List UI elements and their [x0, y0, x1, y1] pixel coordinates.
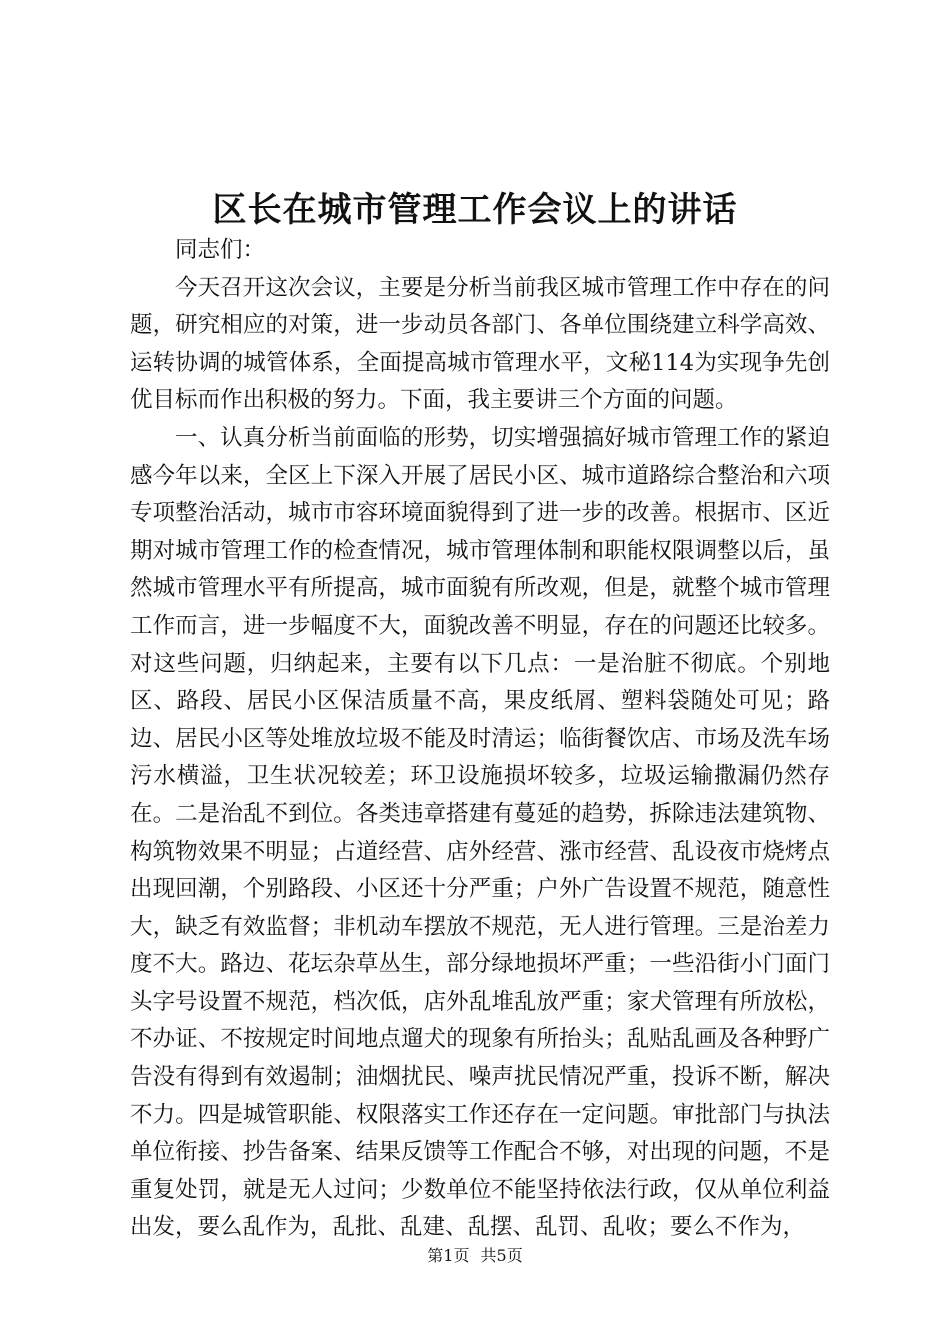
- page-title: 区长在城市管理工作会议上的讲话: [212, 190, 738, 230]
- page-total: 共5页: [480, 1246, 523, 1265]
- salutation-paragraph: 同志们：: [175, 237, 266, 263]
- intro-paragraph: 今天召开这次会议，主要是分析当前我区城市管理工作中存在的问题，研究相应的对策，进一步动员各部门、各单位围绕建立科学高效、运转协调的城管体系，全面提高城市管理水平，文秘114为实现争先创优目标而作出积极的努力。下面，我主要讲三个方面的问题。: [130, 274, 830, 414]
- document-body: [130, 232, 830, 1247]
- section-one-paragraph: 一、认真分析当前面临的形势，切实增强搞好城市管理工作的紧迫感今年以来，全区上下深入开展了居民小区、城市道路综合整治和六项专项整治活动，城市市容环境面貌得到了进一步的改善。根据市、区近期对城市管理工作的检查情况，城市管理体制和职能权限调整以后，虽然城市管理水平有所提高，城市面貌有所改观，但是，就整个城市管理工作而言，进一步幅度不大，面貌改善不明显，存在的问题还比较多。对这些问题，归纳起来，主要有以下几点：一是治脏不彻底。个别地区、路段、居民小区保洁质量不高，果皮纸屑、塑料袋随处可见；路边、居民小区等处堆放垃圾不能及时清运；临街餐饮店、市场及洗车场污水横溢，卫生状况较差；环卫设施损坏较多，垃圾运输撒漏仍然存在。二是治乱不到位。各类违章搭建有蔓延的趋势，拆除违法建筑物、构筑物效果不明显；占道经营、店外经营、涨市经营、乱设夜市烧烤点出现回潮，个别路段、小区还十分严重；户外广告设置不规范，随意性大，缺乏有效监督；非机动车摆放不规范，无人进行管理。三是治差力度不大。路边、花坛杂草丛生，部分绿地损坏严重；一些沿街小门面门头字号设置不规范，档次低，店外乱堆乱放严重；家犬管理有所放松，不办证、不按规定时间地点遛犬的现象有所抬头；乱贴乱画及各种野广告没有得到有效遏制；油烟扰民、噪声扰民情况严重，投诉不断，解决不力。四是城管职能、权限落实工作还存在一定问题。审批部门与执法单位衔接、抄告备案、结果反馈等工作配合不够，对出现的问题，不是重复处罚，就是无人过问；少数单位不能坚持依法行政，仅从单位利益出发，要么乱作为，乱批、乱建、乱摆、乱罚、乱收；要么不作为，: [130, 424, 830, 1241]
- page-number: 第1页: [427, 1246, 470, 1265]
- page-footer: [0, 1244, 950, 1268]
